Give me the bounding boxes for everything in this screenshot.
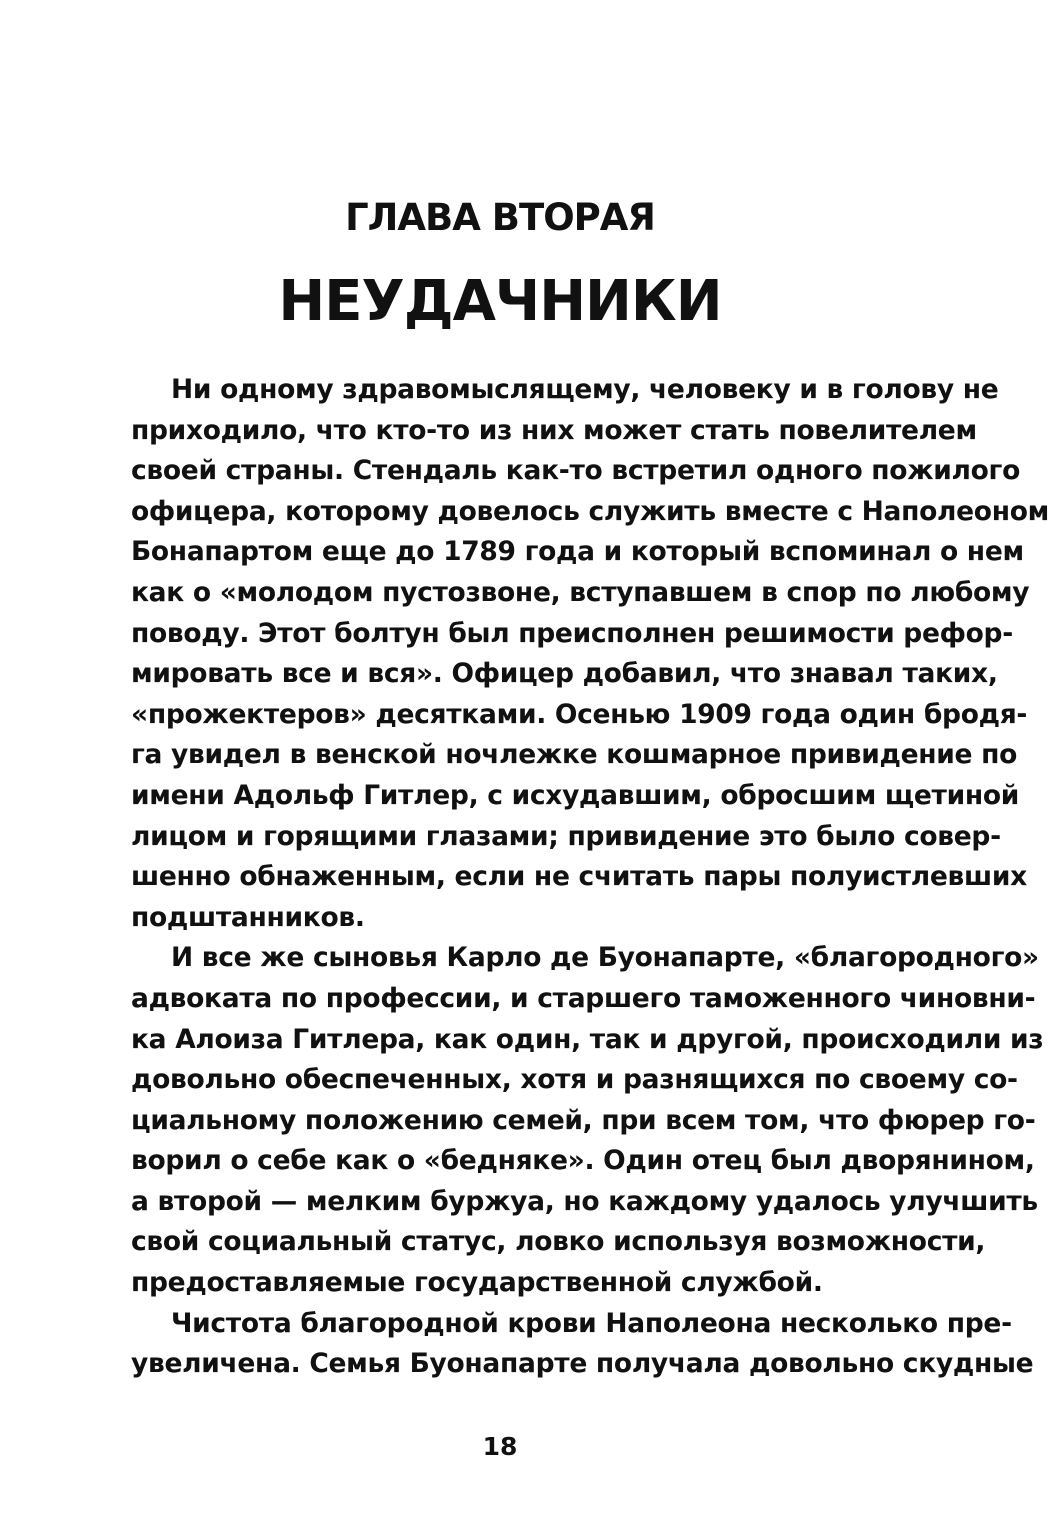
text-line: га увидел в венской ночлежке кошмарное привидение по (131, 739, 1018, 771)
text-line: поводу. Этот болтун был преисполнен решимости рефор- (131, 617, 1013, 649)
page-number: 18 (482, 1432, 518, 1461)
chapter-label: ГЛАВА ВТОРАЯ (345, 196, 655, 239)
text-line: шенно обнаженным, если не считать пары полуистлевших (131, 861, 1027, 893)
paragraph-2 (131, 938, 1044, 1303)
text-line: а второй — мелким буржуа, но каждому удалось улучшить (131, 1185, 1038, 1217)
text-line: ка Алоиза Гитлера, как один, так и другой, происходили из (131, 1023, 1044, 1055)
text-line: своей страны. Стендаль как-то встретил одного пожилого (131, 455, 1021, 487)
text-line: Ни одному здравомыслящему, человеку и в голову не (171, 374, 999, 405)
text-line: лицом и горящими глазами; привидение это было совер- (131, 820, 1001, 852)
text-line: адвоката по профессии, и старшего таможенного чиновни- (131, 982, 1036, 1014)
paragraph-1 (131, 370, 1049, 938)
text-line: как о «молодом пустозвоне, вступавшем в спор по любому (131, 576, 1030, 608)
chapter-title: НЕУДАЧНИКИ (278, 269, 722, 334)
text-line: имени Адольф Гитлер, с исхудавшим, обросшим щетиной (131, 779, 1020, 811)
text-line: ворил о себе как о «бедняке». Один отец был дворянином, (131, 1145, 1035, 1177)
text-line: офицера, которому довелось служить вместе с Наполеоном (131, 495, 1049, 527)
text-line: свой социальный статус, ловко используя возможности, (131, 1226, 986, 1258)
text-line: Бонапартом еще до 1789 года и который вспоминал о нем (131, 536, 1024, 568)
text-line: циальному положению семей, при всем том, что фюрер го- (131, 1104, 1036, 1136)
paragraph-3 (131, 1304, 1034, 1385)
body-text (131, 370, 1049, 1385)
text-line: предоставляемые государственной службой. (131, 1267, 823, 1299)
text-line: подштанников. (131, 901, 365, 933)
text-line: Чистота благородной крови Наполеона несколько пре- (171, 1307, 1012, 1339)
text-line: И все же сыновья Карло де Буонапарте, «благородного» (171, 942, 1039, 974)
text-line: «прожектеров» десятками. Осенью 1909 года один бродя- (131, 698, 1028, 730)
text-line: довольно обеспеченных, хотя и разнящихся по своему со- (131, 1064, 1018, 1096)
text-line: приходило, что кто-то из них может стать повелителем (131, 414, 977, 446)
text-line: мировать все и вся». Офицер добавил, что знавал таких, (131, 658, 998, 690)
text-line: увеличена. Семья Буонапарте получала довольно скудные (131, 1348, 1034, 1380)
